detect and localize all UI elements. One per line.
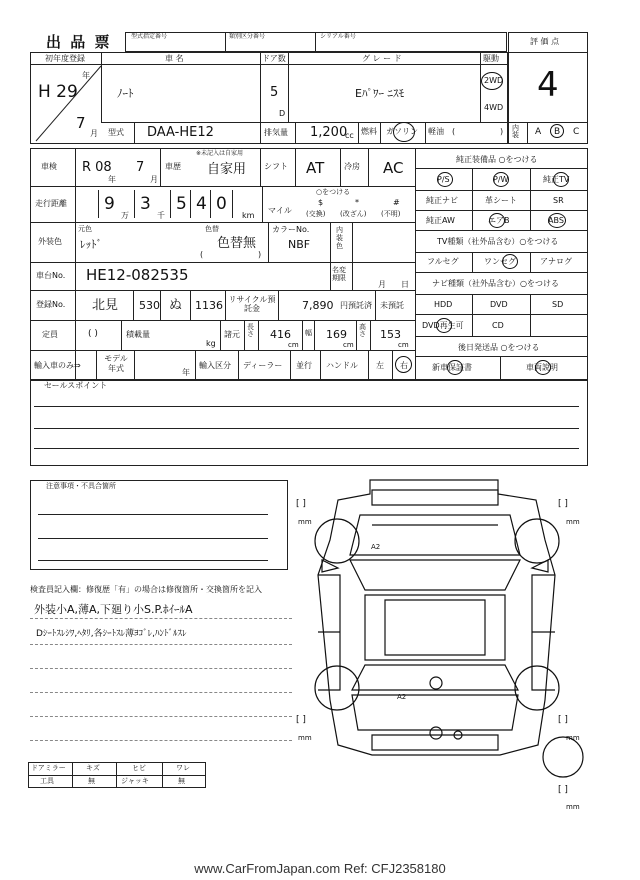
length-label: 長さ xyxy=(247,323,254,338)
interior-label: 内装 xyxy=(512,124,519,139)
doors-label: ドア数 xyxy=(262,54,286,63)
mileage-digit-2: 3 xyxy=(140,194,151,214)
color-change: 色替無 xyxy=(217,236,257,251)
acc-jack: ジャッキ xyxy=(121,777,149,785)
mileage-man: 万 xyxy=(121,211,129,220)
model-designation-label: 型式指定番号 xyxy=(131,33,168,40)
fuel-label: 燃料 xyxy=(361,127,377,136)
fuel-gasoline: ガソリン xyxy=(386,127,418,136)
doors-value: 5 xyxy=(270,85,279,100)
name-change-label: 名変期限 xyxy=(332,266,346,283)
acc-mirror: ドアミラー xyxy=(31,764,66,772)
acc-tools-val: 無 xyxy=(88,777,95,785)
era-year-unit: 年 xyxy=(82,71,90,80)
drive-label: 駆動 xyxy=(483,54,499,63)
shaken-month: 7 xyxy=(136,160,145,175)
handle-left: 左 xyxy=(376,361,384,370)
load-label: 積載量 xyxy=(126,330,150,339)
shift-label: シフト xyxy=(264,162,288,171)
recycle-label: リサイクル預託金 xyxy=(228,295,276,314)
meter-tamper-sym: * xyxy=(355,198,359,207)
capacity-label: 定員 xyxy=(42,330,58,339)
navi-type-label: ナビ種類（社外品含む）○をつける xyxy=(432,279,559,288)
navi-cd: CD xyxy=(492,321,504,330)
import-label: 輸入車のみ⇒ xyxy=(34,361,81,370)
orig-color: ﾚｯﾄﾞ xyxy=(80,238,102,251)
meter-unknown-sym: # xyxy=(393,198,400,207)
model-value: DAA-HE12 xyxy=(147,125,214,140)
model-year-unit: 年 xyxy=(182,368,190,377)
mileage-digit-1: 9 xyxy=(104,194,115,214)
meter-unknown: (不明) xyxy=(381,210,401,218)
door-suffix: D xyxy=(279,109,286,118)
reg-no-label: 登録No. xyxy=(36,300,66,309)
shaken-label: 車検 xyxy=(41,162,57,171)
navi-hdd: HDD xyxy=(434,300,453,309)
mileage-unit: km xyxy=(242,211,255,220)
doc-warranty: 新車保証書 xyxy=(432,363,472,372)
first-reg-year: H 29 xyxy=(38,82,78,102)
history-note: ※未記入は自家用 xyxy=(196,150,244,157)
color-paren-open: ( xyxy=(200,250,204,259)
name-change-month: 月 xyxy=(378,280,386,289)
later-docs-label: 後日発送品 ○をつける xyxy=(458,343,540,352)
inspector-label: 検査員記入欄：修復歴「有」の場合は修復箇所・交換箇所を記入 xyxy=(30,585,262,594)
interior-color-label: 内装色 xyxy=(336,226,343,251)
navi-dvd: DVD xyxy=(490,300,508,309)
height-label: 高さ xyxy=(359,323,366,338)
tread-bracket-fr: [ ] xyxy=(558,499,568,509)
history-value: 自家用 xyxy=(207,162,247,177)
shift-value: AT xyxy=(306,159,325,177)
color-no: NBF xyxy=(288,238,311,251)
displacement-value: 1,200 xyxy=(310,125,348,140)
mileage-digit-4: 4 xyxy=(196,194,207,214)
mileage-digit-5: 0 xyxy=(216,194,227,214)
tread-mm-fl: mm xyxy=(298,518,312,526)
genuine-equipment-label: 純正装備品 ○をつける xyxy=(456,155,538,164)
equip-ps: P/S xyxy=(437,175,450,184)
recycle-paid: 円預託済 xyxy=(340,301,372,310)
color-change-label: 色替 xyxy=(205,225,219,233)
meter-tamper: (改ざん) xyxy=(340,210,367,218)
grade-label: グ レ ー ド xyxy=(362,54,402,63)
doc-manual: 車両説明 xyxy=(526,363,558,372)
acc-crack: ヒビ xyxy=(132,764,146,772)
recycle-amount: 7,890 xyxy=(302,299,334,312)
serial-number-label: シリアル番号 xyxy=(320,33,356,40)
fuel-other-close: ) xyxy=(500,127,504,136)
exterior-label: 外装色 xyxy=(38,237,62,246)
shaken-year-unit: 年 xyxy=(108,175,116,184)
length-unit: cm xyxy=(288,341,299,349)
interior-c: C xyxy=(573,127,580,137)
reg-kana: ぬ xyxy=(169,298,183,313)
first-reg-month: 7 xyxy=(76,114,86,132)
tread-bracket-rr: [ ] xyxy=(558,715,568,725)
navi-sd: SD xyxy=(552,300,564,309)
displacement-label: 排気量 xyxy=(264,128,288,137)
month-unit: 月 xyxy=(90,129,98,138)
score-value: 4 xyxy=(537,65,559,105)
reg-area: 北見 xyxy=(92,298,119,313)
navi-dvd-play: DVD再生可 xyxy=(422,321,464,330)
class-number-label: 類別区分番号 xyxy=(229,33,266,40)
drive-4wd: 4WD xyxy=(484,103,504,112)
car-name: ﾉｰﾄ xyxy=(117,87,134,100)
shaken-month-unit: 月 xyxy=(150,175,158,184)
interior-a: A xyxy=(535,127,542,137)
model-label: 型式 xyxy=(108,128,124,137)
tread-mm-spare: mm xyxy=(566,803,580,811)
grade-value: Eﾊﾟﾜｰ ﾆｽﾓ xyxy=(355,87,404,100)
notes-label: 注意事項・不具合箇所 xyxy=(46,482,116,490)
equip-sr: SR xyxy=(553,196,564,205)
capacity-value: ( ) xyxy=(88,329,98,339)
form-title: 出 品 票 xyxy=(46,33,112,51)
meter-exchange: (交換) xyxy=(306,210,326,218)
tv-analog: アナログ xyxy=(540,257,572,266)
import-type-label: 輸入区分 xyxy=(199,361,231,370)
import-parallel: 並行 xyxy=(296,361,312,370)
fuel-other-open: ( xyxy=(452,127,456,136)
inspector-note-2: Dｼｰﾄｽﾚｼﾜ,ﾍﾀﾘ,各ｼｰﾄｽﾚ薄ﾖｺﾞﾚ,ﾊﾝﾄﾞﾙｽﾚ xyxy=(36,629,187,639)
tread-mm-fr: mm xyxy=(566,518,580,526)
sales-point-label: セールスポイント xyxy=(44,381,108,390)
width-value: 169 xyxy=(326,328,347,341)
diagram-mark-a2-rear: A2 xyxy=(397,693,407,701)
interior-b: B xyxy=(554,127,561,137)
history-label: 車歴 xyxy=(165,162,181,171)
watermark: www.CarFromJapan.com Ref: CFJ2358180 xyxy=(194,861,446,876)
acc-dent: ワレ xyxy=(176,764,190,772)
drive-2wd: 2WD xyxy=(484,76,504,85)
acc-scratch: キズ xyxy=(86,764,100,772)
equip-airbag: エアB xyxy=(488,216,510,225)
tv-fullseg: フルセグ xyxy=(427,257,459,266)
equip-leather: 革シート xyxy=(485,196,517,205)
tread-mm-rr: mm xyxy=(566,734,580,742)
height-unit: cm xyxy=(398,341,409,349)
reg-class: 530 xyxy=(139,299,160,312)
recycle-unpaid: 未預託 xyxy=(380,301,404,310)
color-no-label: カラーNo. xyxy=(272,225,310,234)
acc-jack-val: 無 xyxy=(178,777,185,785)
meter-note: ○をつける xyxy=(316,188,351,196)
fuel-diesel: 軽油 xyxy=(428,127,444,136)
equip-abs: ABS xyxy=(548,216,564,225)
meter-exchange-sym: $ xyxy=(318,198,324,207)
width-unit: cm xyxy=(343,341,354,349)
load-unit: kg xyxy=(206,339,216,348)
car-name-label: 車 名 xyxy=(165,54,184,63)
first-reg-label: 初年度登録 xyxy=(45,54,85,63)
displacement-unit: cc xyxy=(345,131,354,140)
orig-color-label: 元色 xyxy=(78,225,92,233)
ac-value: AC xyxy=(383,159,404,177)
color-paren-close: ) xyxy=(258,250,262,259)
tread-bracket-rl: [ ] xyxy=(296,715,306,725)
model-year-label: モデル年式 xyxy=(104,354,128,373)
chassis-label: 車台No. xyxy=(36,271,66,280)
tread-bracket-fl: [ ] xyxy=(296,499,306,509)
inspector-note-1: 外装小A,薄A,下廻り小S.P.ﾎｲｰﾙA xyxy=(34,603,193,616)
import-dealer: ディーラー xyxy=(243,361,283,370)
meter-mile: マイル xyxy=(268,206,292,215)
name-change-day: 日 xyxy=(401,280,409,289)
handle-right: 右 xyxy=(400,361,408,370)
length-value: 416 xyxy=(270,328,291,341)
tread-mm-rl: mm xyxy=(298,734,312,742)
acc-tools: 工具 xyxy=(40,777,54,785)
tread-bracket-spare: [ ] xyxy=(558,785,568,795)
mileage-sen: 千 xyxy=(157,211,165,220)
reg-number: 1136 xyxy=(195,299,223,312)
tv-oneseg: ワンセグ xyxy=(484,257,516,266)
equip-pw: P/W xyxy=(493,175,509,184)
shaken-year: R 08 xyxy=(82,160,112,175)
equip-aw: 純正AW xyxy=(426,216,455,225)
mileage-label: 走行距離 xyxy=(35,199,67,208)
chassis-value: HE12-082535 xyxy=(86,266,189,284)
equip-tv: 純正TV xyxy=(543,175,570,184)
dimensions-label: 諸元 xyxy=(224,330,240,339)
height-value: 153 xyxy=(380,328,401,341)
handle-label: ハンドル xyxy=(326,361,358,370)
mileage-digit-3: 5 xyxy=(176,194,187,214)
width-label: 幅 xyxy=(305,329,312,337)
score-label: 評 価 点 xyxy=(530,37,560,46)
diagram-mark-a2-front: A2 xyxy=(371,543,381,551)
tv-type-label: TV種類（社外品含む）○をつける xyxy=(437,237,559,246)
equip-navi: 純正ナビ xyxy=(426,196,458,205)
ac-label: 冷房 xyxy=(344,162,360,171)
